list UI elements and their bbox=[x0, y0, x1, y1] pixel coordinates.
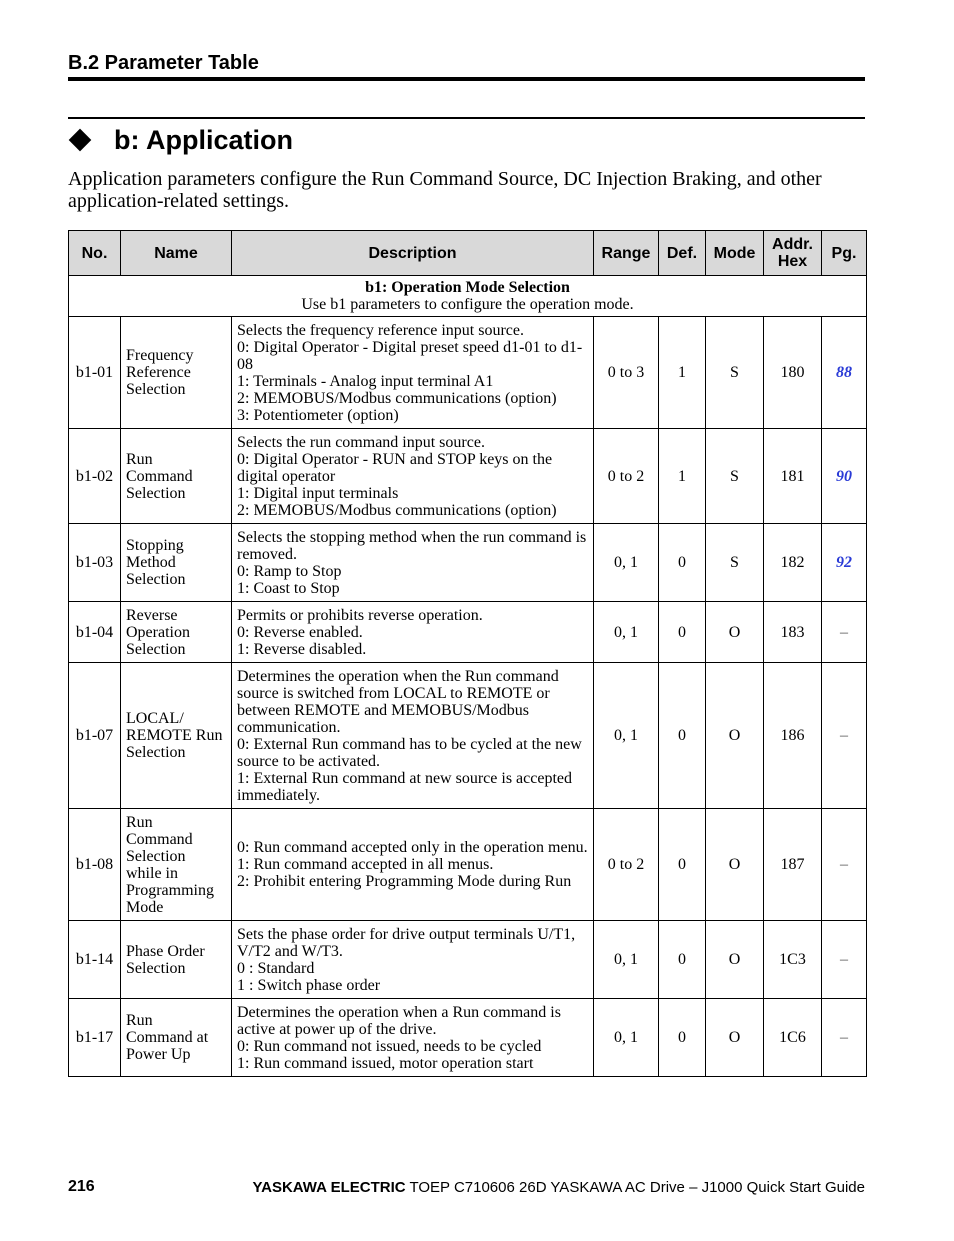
param-page bbox=[822, 921, 867, 999]
param-name: LOCAL/ REMOTE Run Selection bbox=[121, 663, 232, 809]
column-header-mode: Mode bbox=[706, 231, 764, 276]
param-description: Selects the stopping method when the run command is removed. 0: Ramp to Stop 1: Coast to Stop bbox=[232, 524, 594, 602]
param-default: 0 bbox=[659, 809, 706, 921]
table-row bbox=[69, 524, 867, 602]
param-mode: O bbox=[706, 809, 764, 921]
param-no: b1-14 bbox=[69, 921, 121, 999]
param-description: Sets the phase order for drive output terminals U/T1, V/T2 and W/T3. 0 : Standard 1 : Switch phase order bbox=[232, 921, 594, 999]
param-default: 0 bbox=[659, 663, 706, 809]
column-header-pg: Pg. bbox=[822, 231, 867, 276]
column-header-description: Description bbox=[232, 231, 594, 276]
param-range: 0 to 2 bbox=[594, 809, 659, 921]
group-title: b1: Operation Mode Selection bbox=[365, 279, 570, 296]
group-row bbox=[69, 276, 867, 317]
param-default: 0 bbox=[659, 999, 706, 1077]
param-name: Phase Order Selection bbox=[121, 921, 232, 999]
column-header-def: Def. bbox=[659, 231, 706, 276]
param-addr-hex: 180 bbox=[764, 317, 822, 429]
page-dash: – bbox=[840, 1029, 848, 1046]
param-range: 0 to 2 bbox=[594, 429, 659, 524]
param-mode: S bbox=[706, 317, 764, 429]
parameter-table bbox=[68, 230, 867, 1077]
param-mode: O bbox=[706, 999, 764, 1077]
param-addr-hex: 182 bbox=[764, 524, 822, 602]
param-page bbox=[822, 999, 867, 1077]
param-mode: S bbox=[706, 524, 764, 602]
table-row bbox=[69, 921, 867, 999]
param-range: 0, 1 bbox=[594, 999, 659, 1077]
column-header-range: Range bbox=[594, 231, 659, 276]
param-page[interactable] bbox=[822, 429, 867, 524]
table-header-row bbox=[69, 231, 867, 276]
page-dash: – bbox=[840, 623, 848, 641]
param-name: Run Command Selection bbox=[121, 429, 232, 524]
param-name: Run Command Selection while in Programming Mode bbox=[121, 809, 232, 921]
param-range: 0, 1 bbox=[594, 663, 659, 809]
param-no: b1-02 bbox=[69, 429, 121, 524]
table-row bbox=[69, 663, 867, 809]
param-description: Permits or prohibits reverse operation. 0: Reverse enabled. 1: Reverse disabled. bbox=[232, 602, 594, 663]
param-addr-hex: 183 bbox=[764, 602, 822, 663]
param-mode: S bbox=[706, 429, 764, 524]
group-subtitle: Use b1 parameters to configure the operation mode. bbox=[301, 296, 634, 313]
param-description: Determines the operation when the Run command source is switched from LOCAL to REMOTE or between REMOTE and MEMOBUS/Modbus communication. 0: External Run command has to be cycled at the new source to be activated. 1: External Run command at new source is accepted immediately. bbox=[232, 663, 594, 809]
param-description: Selects the run command input source. 0: Digital Operator - RUN and STOP keys on the digital operator 1: Digital input terminals 2: MEMOBUS/Modbus communications (option) bbox=[232, 429, 594, 524]
column-header-addr-hex: Addr. Hex bbox=[764, 231, 822, 276]
table-row bbox=[69, 317, 867, 429]
param-no: b1-03 bbox=[69, 524, 121, 602]
param-addr-hex: 186 bbox=[764, 663, 822, 809]
param-mode: O bbox=[706, 663, 764, 809]
param-description: Selects the frequency reference input source. 0: Digital Operator - Digital preset speed d1-01 to d1-08 1: Terminals - Analog input terminal A1 2: MEMOBUS/Modbus communications (option) 3: Potentiometer (option) bbox=[232, 317, 594, 429]
param-mode: O bbox=[706, 602, 764, 663]
param-default: 0 bbox=[659, 921, 706, 999]
page-link[interactable]: 92 bbox=[836, 554, 852, 571]
param-name: Stopping Method Selection bbox=[121, 524, 232, 602]
table-row bbox=[69, 602, 867, 663]
param-range: 0, 1 bbox=[594, 602, 659, 663]
param-addr-hex: 1C6 bbox=[764, 999, 822, 1077]
page-link[interactable]: 88 bbox=[836, 364, 852, 381]
page-dash: – bbox=[840, 951, 848, 968]
page-dash: – bbox=[840, 727, 848, 744]
param-name: Frequency Reference Selection bbox=[121, 317, 232, 429]
footer-brand: YASKAWA ELECTRIC bbox=[252, 1179, 406, 1196]
group-cell bbox=[69, 276, 867, 317]
page-dash: – bbox=[840, 856, 848, 873]
param-mode: O bbox=[706, 921, 764, 999]
param-default: 0 bbox=[659, 602, 706, 663]
param-range: 0 to 3 bbox=[594, 317, 659, 429]
diamond-bullet-icon bbox=[69, 129, 92, 152]
param-addr-hex: 1C3 bbox=[764, 921, 822, 999]
param-name: Run Command at Power Up bbox=[121, 999, 232, 1077]
section-heading bbox=[68, 122, 865, 158]
param-range: 0, 1 bbox=[594, 524, 659, 602]
param-description: Determines the operation when a Run command is active at power up of the drive. 0: Run command not issued, needs to be cycled 1: Run command issued, motor operation start bbox=[232, 999, 594, 1077]
param-addr-hex: 181 bbox=[764, 429, 822, 524]
param-no: b1-07 bbox=[69, 663, 121, 809]
param-no: b1-04 bbox=[69, 602, 121, 663]
heading-rule bbox=[68, 117, 865, 119]
param-default: 0 bbox=[659, 524, 706, 602]
param-no: b1-17 bbox=[69, 999, 121, 1077]
param-page[interactable] bbox=[822, 317, 867, 429]
param-name: Reverse Operation Selection bbox=[121, 602, 232, 663]
table-row bbox=[69, 429, 867, 524]
column-header-name: Name bbox=[121, 231, 232, 276]
section-header-rule bbox=[68, 77, 865, 81]
page-link[interactable]: 90 bbox=[836, 467, 852, 485]
column-header-no: No. bbox=[69, 231, 121, 276]
param-page bbox=[822, 809, 867, 921]
table-row bbox=[69, 809, 867, 921]
intro-paragraph: Application parameters configure the Run Command Source, DC Injection Braking, and other application-related settings. bbox=[68, 168, 822, 212]
section-header: B.2 Parameter Table bbox=[68, 52, 259, 74]
param-default: 1 bbox=[659, 429, 706, 524]
table-row bbox=[69, 999, 867, 1077]
footer-doc-title: TOEP C710606 26D YASKAWA AC Drive – J1000 Quick Start Guide bbox=[409, 1179, 865, 1196]
page-number: 216 bbox=[68, 1178, 95, 1195]
param-page[interactable] bbox=[822, 524, 867, 602]
footer-title bbox=[253, 1179, 866, 1196]
param-default: 1 bbox=[659, 317, 706, 429]
param-addr-hex: 187 bbox=[764, 809, 822, 921]
param-description: 0: Run command accepted only in the operation menu. 1: Run command accepted in all menus. 2: Prohibit entering Programming Mode during Run bbox=[232, 809, 594, 921]
param-range: 0, 1 bbox=[594, 921, 659, 999]
param-page bbox=[822, 663, 867, 809]
heading-title: b: Application bbox=[114, 124, 293, 155]
param-no: b1-08 bbox=[69, 809, 121, 921]
param-page bbox=[822, 602, 867, 663]
param-no: b1-01 bbox=[69, 317, 121, 429]
